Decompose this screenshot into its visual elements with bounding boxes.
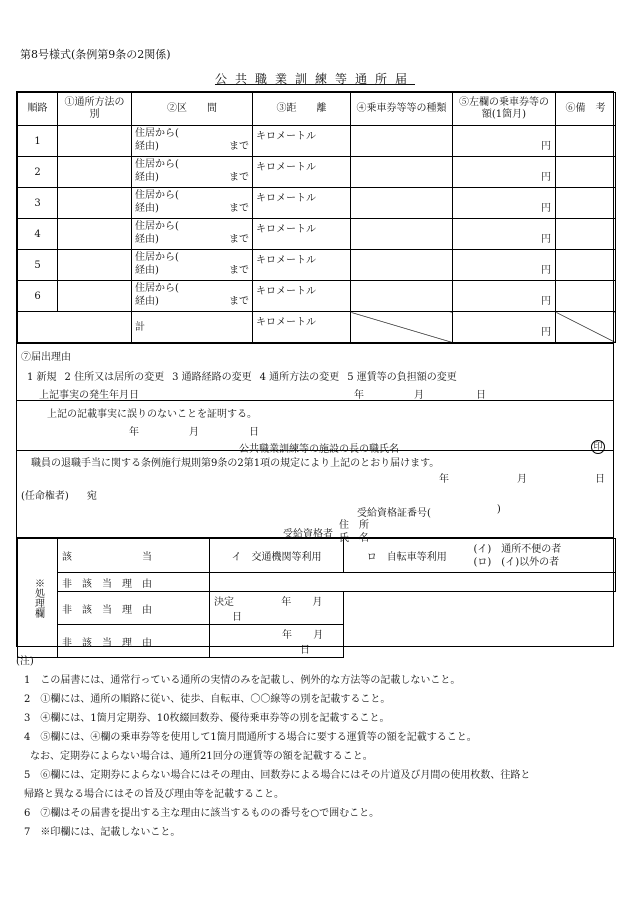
row-section-until: まで (229, 172, 249, 183)
applicant-label: 受給資格者 (283, 529, 333, 540)
table-row (18, 157, 616, 188)
submission-section (17, 450, 613, 544)
row-section-until: まで (229, 296, 249, 307)
reason-heading: ⑦届出理由 (21, 352, 71, 363)
row-section-via: 経由) (135, 265, 159, 276)
row-method[interactable] (58, 157, 132, 188)
row-section-until: まで (229, 203, 249, 214)
row-distance[interactable]: キロメートル (253, 250, 351, 281)
header-remarks: ⑥備 考 (556, 93, 616, 126)
row-ticket-type[interactable] (351, 281, 453, 312)
row-remarks[interactable] (556, 250, 616, 281)
processing-section (17, 537, 613, 658)
addressee-row (21, 487, 609, 502)
row-remarks[interactable] (556, 281, 616, 312)
row-ticket-type[interactable] (351, 250, 453, 281)
row-number: 3 (18, 188, 58, 219)
row-remarks[interactable] (556, 157, 616, 188)
row-remarks[interactable] (556, 126, 616, 157)
row-section-via-line (135, 295, 249, 308)
occurrence-month[interactable]: 月 (414, 390, 424, 401)
row-section-from: 住居から( (135, 283, 179, 294)
processing-not-reason-3: 非 該 当 理 由 (58, 625, 210, 658)
row-method[interactable] (58, 250, 132, 281)
row-method[interactable] (58, 126, 132, 157)
note-item: 5 ⑥欄には、定期券によらない場合にはその理由、回数券による場合にはその片道及び月間の使用枚数、往路と (24, 770, 531, 781)
notes-section (16, 652, 616, 842)
row-section-until: まで (229, 234, 249, 245)
certification-text: 上記の記載事実に誤りのないことを証明する。 (47, 409, 257, 420)
row-fare[interactable]: 円 (453, 219, 556, 250)
note-item: なお、定期券によらない場合は、通所21回分の運賃等の額を記載すること。 (30, 751, 373, 762)
row-section-until: まで (229, 265, 249, 276)
occurrence-date-row (21, 386, 609, 401)
row-fare[interactable]: 円 (453, 126, 556, 157)
form-label: 第8号様式(条例第9条の2関係) (20, 48, 171, 61)
row-section-via-line (135, 140, 249, 153)
row-section-until: まで (229, 141, 249, 152)
table-row (18, 126, 616, 157)
processing-sub-ro[interactable]: (ロ) (イ)以外の者 (473, 556, 560, 568)
row-fare[interactable]: 円 (453, 250, 556, 281)
row-number: 5 (18, 250, 58, 281)
notes-heading: (注) (16, 656, 34, 667)
row-section[interactable] (132, 281, 253, 312)
total-label: 計 (132, 312, 253, 343)
row-method[interactable] (58, 219, 132, 250)
reason-option-address[interactable]: 2 住所又は居所の変更 (64, 372, 165, 383)
submission-text: 職員の退職手当に関する条例施行規則第9条の2第1項の規定により上記のとおり届けます。 (31, 458, 440, 469)
row-ticket-type[interactable] (351, 219, 453, 250)
decision-year[interactable]: 年 (281, 597, 292, 608)
row-number: 1 (18, 126, 58, 157)
note-item: 4 ⑤欄には、④欄の乗車券等を使用して1箇月間通所する場合に要する運賃等の額を記載すること。 (24, 732, 477, 743)
row-section-via-line (135, 233, 249, 246)
occurrence-label: 上記事実の発生年月日 (39, 390, 139, 401)
decision2-year[interactable]: 年 (282, 630, 292, 641)
row-section-via: 経由) (135, 234, 159, 245)
row-remarks[interactable] (556, 188, 616, 219)
certification-date (21, 423, 609, 438)
processing-option-transit[interactable]: イ 交通機関等利用 (210, 539, 344, 573)
route-table (17, 92, 616, 343)
note-item: 7 ※印欄には、記載しないこと。 (24, 827, 181, 838)
applicant-name[interactable]: 氏 名 (339, 533, 369, 544)
reason-option-new[interactable]: 1 新規 (27, 372, 57, 383)
occurrence-day[interactable]: 日 (476, 390, 486, 401)
header-distance: ③距 離 (253, 93, 351, 126)
processing-sub-i[interactable]: (イ) 通所不便の者 (473, 543, 562, 555)
row-section-via-line (135, 202, 249, 215)
row-section-from: 住居から( (135, 159, 179, 170)
decision-month[interactable]: 月 (312, 597, 323, 608)
occurrence-year[interactable]: 年 (354, 390, 364, 401)
certification-month[interactable]: 月 (189, 427, 199, 438)
total-distance[interactable]: キロメートル (253, 312, 351, 343)
processing-row-not-applicable-1 (18, 573, 616, 592)
row-distance[interactable]: キロメートル (253, 281, 351, 312)
decision2-day[interactable]: 日 (300, 645, 310, 656)
submission-month[interactable]: 月 (517, 474, 527, 485)
row-section[interactable] (132, 126, 253, 157)
row-section-from: 住居から( (135, 128, 179, 139)
note-item: 帰路と異なる場合にはその旨及び理由等を記載すること。 (24, 789, 284, 800)
row-section[interactable] (132, 188, 253, 219)
row-section[interactable] (132, 219, 253, 250)
certification-section (17, 400, 613, 455)
row-number: 2 (18, 157, 58, 188)
total-ticket-diagonal (351, 312, 453, 343)
row-section-via: 経由) (135, 172, 159, 183)
row-section[interactable] (132, 157, 253, 188)
row-remarks[interactable] (556, 219, 616, 250)
cert-number-row (21, 504, 609, 519)
cert-number-end: ) (496, 504, 501, 515)
applicant-address[interactable]: 住 所 (339, 520, 369, 531)
processing-decision (210, 592, 344, 625)
certification-year[interactable]: 年 (129, 427, 139, 438)
table-header-row (18, 93, 616, 126)
table-row (18, 188, 616, 219)
row-ticket-type[interactable] (351, 157, 453, 188)
applicant-fields (339, 519, 369, 545)
total-row (18, 312, 616, 343)
row-section-via-line (135, 264, 249, 277)
submission-day[interactable]: 日 (595, 474, 605, 485)
row-section-from: 住居から( (135, 190, 179, 201)
processing-not-reason-2: 非 該 当 理 由 (58, 592, 210, 625)
total-blank (18, 312, 132, 343)
submission-year[interactable]: 年 (439, 474, 449, 485)
row-section-from: 住居から( (135, 221, 179, 232)
processing-label: ※処理欄 (18, 539, 58, 658)
note-item: 3 ④欄には、1箇月定期券、10枚綴回数券、優待乗車券等の別を記載すること。 (24, 713, 390, 724)
header-order: 順路 (18, 93, 58, 126)
processing-applicable: 該 当 (58, 539, 210, 573)
processing-option-bicycle[interactable]: ロ 自転車等利用 (344, 539, 470, 573)
row-method[interactable] (58, 281, 132, 312)
row-distance[interactable]: キロメートル (253, 157, 351, 188)
row-section[interactable] (132, 250, 253, 281)
page-title: 公共職業訓練等通所届 (214, 72, 415, 86)
cert-number-label[interactable]: 受給資格証番号( (357, 508, 431, 519)
processing-table (17, 538, 616, 658)
note-item: 1 この届書には、通常行っている通所の実情のみを記載し、例外的な方法等の記載しないこと。 (24, 675, 461, 686)
table-row (18, 281, 616, 312)
note-item: 2 ①欄には、通所の順路に従い、徒歩、自転車、〇〇線等の別を記載すること。 (24, 694, 391, 705)
row-fare[interactable]: 円 (453, 281, 556, 312)
reason-section (17, 343, 613, 400)
seal-icon: 印 (591, 440, 605, 454)
row-ticket-type[interactable] (351, 126, 453, 157)
row-fare[interactable]: 円 (453, 188, 556, 219)
decision-label: 決定 (214, 597, 234, 608)
certification-signer: 公共職業訓練等の施設の長の職氏名 (239, 444, 399, 455)
decision-day[interactable]: 日 (232, 612, 242, 623)
row-ticket-type[interactable] (351, 188, 453, 219)
applicant-row (21, 519, 609, 545)
route-rows (18, 126, 616, 312)
header-section: ②区 間 (132, 93, 253, 126)
row-number: 4 (18, 219, 58, 250)
reason-options (21, 368, 609, 383)
table-row (18, 219, 616, 250)
row-section-via: 経由) (135, 296, 159, 307)
submission-date (21, 470, 609, 485)
row-section-via: 経由) (135, 141, 159, 152)
decision2-month[interactable]: 月 (313, 630, 324, 641)
header-ticket-type: ④乗車券等等の種類 (351, 93, 453, 126)
table-row (18, 250, 616, 281)
row-distance[interactable]: キロメートル (253, 188, 351, 219)
reason-option-route[interactable]: 3 通路経路の変更 (172, 372, 252, 383)
row-section-via-line (135, 171, 249, 184)
processing-not-reason-1: 非 該 当 理 由 (58, 573, 210, 592)
note-item: 6 ⑦欄はその届書を提出する主な理由に該当するものの番号を○で囲むこと。 (24, 808, 380, 819)
addressee-suffix: 宛 (86, 491, 97, 502)
header-fare: ⑤左欄の乗車券等の額(1箇月) (453, 93, 556, 126)
header-method: ①通所方法の別 (58, 93, 132, 126)
certification-day[interactable]: 日 (249, 427, 259, 438)
row-section-from: 住居から( (135, 252, 179, 263)
row-number: 6 (18, 281, 58, 312)
row-method[interactable] (58, 188, 132, 219)
row-section-via: 経由) (135, 203, 159, 214)
processing-blank (344, 592, 616, 658)
row-distance[interactable]: キロメートル (253, 219, 351, 250)
processing-row-not-applicable-2 (18, 592, 616, 625)
total-remarks-diagonal (556, 312, 616, 343)
form-frame (16, 91, 614, 656)
row-distance[interactable]: キロメートル (253, 126, 351, 157)
addressee-label: (任命権者) (21, 491, 69, 502)
total-fare[interactable]: 円 (453, 312, 556, 343)
reason-option-fare[interactable]: 5 運賃等の負担額の変更 (347, 372, 457, 383)
row-fare[interactable]: 円 (453, 157, 556, 188)
processing-not-reason-1-value[interactable] (210, 573, 616, 592)
reason-option-method[interactable]: 4 通所方法の変更 (259, 372, 340, 383)
